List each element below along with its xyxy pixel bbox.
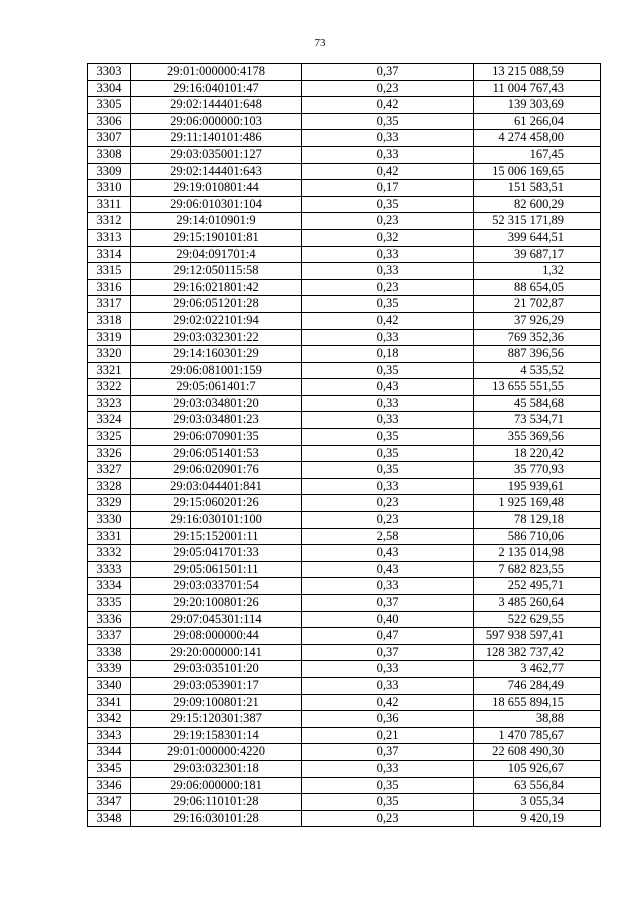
table-row (88, 777, 601, 794)
value-cell: 887 396,56 (474, 346, 601, 363)
table-row (88, 379, 601, 396)
page-number: 73 (314, 37, 326, 49)
row-number-cell: 3321 (88, 362, 131, 379)
row-number-cell: 3346 (88, 777, 131, 794)
row-number-cell: 3337 (88, 628, 131, 645)
row-number-cell: 3312 (88, 213, 131, 230)
cadastral-number-cell: 29:03:034801:20 (131, 395, 302, 412)
value-cell: 3 462,77 (474, 661, 601, 678)
table-row (88, 213, 601, 230)
cadastral-number-cell: 29:15:060201:26 (131, 495, 302, 512)
table-row (88, 810, 601, 827)
coefficient-cell: 0,35 (302, 362, 474, 379)
value-cell: 4 274 458,00 (474, 130, 601, 147)
row-number-cell: 3323 (88, 395, 131, 412)
value-cell: 52 315 171,89 (474, 213, 601, 230)
table-row (88, 312, 601, 329)
table-row (88, 478, 601, 495)
row-number-cell: 3345 (88, 760, 131, 777)
cadastral-number-cell: 29:06:110101:28 (131, 794, 302, 811)
coefficient-cell: 0,23 (302, 279, 474, 296)
coefficient-cell: 0,32 (302, 229, 474, 246)
row-number-cell: 3324 (88, 412, 131, 429)
row-number-cell: 3332 (88, 545, 131, 562)
cadastral-number-cell: 29:15:152001:11 (131, 528, 302, 545)
coefficient-cell: 0,35 (302, 462, 474, 479)
table-row (88, 163, 601, 180)
coefficient-cell: 0,33 (302, 478, 474, 495)
cadastral-number-cell: 29:03:035101:20 (131, 661, 302, 678)
cadastral-number-cell: 29:14:160301:29 (131, 346, 302, 363)
row-number-cell: 3307 (88, 130, 131, 147)
value-cell: 3 485 260,64 (474, 595, 601, 612)
coefficient-cell: 0,42 (302, 163, 474, 180)
row-number-cell: 3347 (88, 794, 131, 811)
table-row (88, 628, 601, 645)
row-number-cell: 3309 (88, 163, 131, 180)
coefficient-cell: 0,42 (302, 312, 474, 329)
cadastral-number-cell: 29:06:051201:28 (131, 296, 302, 313)
coefficient-cell: 0,35 (302, 777, 474, 794)
cadastral-number-cell: 29:11:140101:486 (131, 130, 302, 147)
coefficient-cell: 0,40 (302, 611, 474, 628)
value-cell: 167,45 (474, 146, 601, 163)
cadastral-number-cell: 29:16:030101:100 (131, 512, 302, 529)
coefficient-cell: 0,21 (302, 727, 474, 744)
value-cell: 88 654,05 (474, 279, 601, 296)
value-cell: 355 369,56 (474, 429, 601, 446)
value-cell: 61 266,04 (474, 113, 601, 130)
value-cell: 78 129,18 (474, 512, 601, 529)
coefficient-cell: 0,23 (302, 512, 474, 529)
value-cell: 3 055,34 (474, 794, 601, 811)
table-row (88, 429, 601, 446)
cadastral-number-cell: 29:12:050115:58 (131, 263, 302, 280)
coefficient-cell: 0,23 (302, 810, 474, 827)
value-cell: 73 534,71 (474, 412, 601, 429)
cadastral-number-cell: 29:15:120301:387 (131, 711, 302, 728)
cadastral-number-cell: 29:06:070901:35 (131, 429, 302, 446)
row-number-cell: 3334 (88, 578, 131, 595)
value-cell: 1,32 (474, 263, 601, 280)
cadastral-number-cell: 29:14:010901:9 (131, 213, 302, 230)
table-row (88, 80, 601, 97)
value-cell: 522 629,55 (474, 611, 601, 628)
row-number-cell: 3327 (88, 462, 131, 479)
cadastral-number-cell: 29:16:030101:28 (131, 810, 302, 827)
row-number-cell: 3342 (88, 711, 131, 728)
coefficient-cell: 0,37 (302, 744, 474, 761)
coefficient-cell: 0,35 (302, 196, 474, 213)
table-row (88, 64, 601, 81)
row-number-cell: 3338 (88, 644, 131, 661)
coefficient-cell: 0,47 (302, 628, 474, 645)
cadastral-number-cell: 29:19:010801:44 (131, 180, 302, 197)
row-number-cell: 3336 (88, 611, 131, 628)
value-cell: 11 004 767,43 (474, 80, 601, 97)
coefficient-cell: 2,58 (302, 528, 474, 545)
value-cell: 38,88 (474, 711, 601, 728)
row-number-cell: 3333 (88, 561, 131, 578)
table-row (88, 146, 601, 163)
cadastral-number-cell: 29:05:061401:7 (131, 379, 302, 396)
table-row (88, 462, 601, 479)
table-row (88, 595, 601, 612)
row-number-cell: 3305 (88, 97, 131, 114)
cadastral-number-cell: 29:05:041701:33 (131, 545, 302, 562)
coefficient-cell: 0,33 (302, 412, 474, 429)
value-cell: 586 710,06 (474, 528, 601, 545)
table-row (88, 611, 601, 628)
row-number-cell: 3317 (88, 296, 131, 313)
cadastral-number-cell: 29:03:033701:54 (131, 578, 302, 595)
cadastral-number-cell: 29:03:032301:22 (131, 329, 302, 346)
cadastral-number-cell: 29:19:158301:14 (131, 727, 302, 744)
cadastral-number-cell: 29:06:000000:181 (131, 777, 302, 794)
value-cell: 105 926,67 (474, 760, 601, 777)
table-row (88, 180, 601, 197)
coefficient-cell: 0,35 (302, 429, 474, 446)
table-row (88, 528, 601, 545)
coefficient-cell: 0,42 (302, 97, 474, 114)
table-row (88, 263, 601, 280)
table-row (88, 130, 601, 147)
value-cell: 63 556,84 (474, 777, 601, 794)
cadastral-number-cell: 29:05:061501:11 (131, 561, 302, 578)
row-number-cell: 3331 (88, 528, 131, 545)
cadastral-number-cell: 29:06:020901:76 (131, 462, 302, 479)
cadastral-number-cell: 29:03:034801:23 (131, 412, 302, 429)
row-number-cell: 3319 (88, 329, 131, 346)
value-cell: 35 770,93 (474, 462, 601, 479)
row-number-cell: 3318 (88, 312, 131, 329)
table-row (88, 677, 601, 694)
cadastral-number-cell: 29:06:000000:103 (131, 113, 302, 130)
cadastral-number-cell: 29:06:051401:53 (131, 445, 302, 462)
table-row (88, 644, 601, 661)
cadastral-number-cell: 29:08:000000:44 (131, 628, 302, 645)
value-cell: 128 382 737,42 (474, 644, 601, 661)
table-row (88, 794, 601, 811)
value-cell: 139 303,69 (474, 97, 601, 114)
row-number-cell: 3310 (88, 180, 131, 197)
value-cell: 18 220,42 (474, 445, 601, 462)
value-cell: 21 702,87 (474, 296, 601, 313)
row-number-cell: 3344 (88, 744, 131, 761)
row-number-cell: 3340 (88, 677, 131, 694)
coefficient-cell: 0,43 (302, 545, 474, 562)
cadastral-number-cell: 29:03:035001:127 (131, 146, 302, 163)
table-row (88, 113, 601, 130)
row-number-cell: 3313 (88, 229, 131, 246)
value-cell: 37 926,29 (474, 312, 601, 329)
value-cell: 22 608 490,30 (474, 744, 601, 761)
coefficient-cell: 0,35 (302, 794, 474, 811)
value-cell: 195 939,61 (474, 478, 601, 495)
cadastral-number-cell: 29:02:022101:94 (131, 312, 302, 329)
coefficient-cell: 0,33 (302, 661, 474, 678)
value-cell: 39 687,17 (474, 246, 601, 263)
cadastral-number-cell: 29:15:190101:81 (131, 229, 302, 246)
table-row (88, 395, 601, 412)
table-row (88, 229, 601, 246)
coefficient-cell: 0,33 (302, 246, 474, 263)
value-cell: 746 284,49 (474, 677, 601, 694)
row-number-cell: 3314 (88, 246, 131, 263)
row-number-cell: 3326 (88, 445, 131, 462)
coefficient-cell: 0,33 (302, 578, 474, 595)
table-row (88, 196, 601, 213)
value-cell: 82 600,29 (474, 196, 601, 213)
row-number-cell: 3339 (88, 661, 131, 678)
table-row (88, 578, 601, 595)
row-number-cell: 3343 (88, 727, 131, 744)
cadastral-number-cell: 29:06:081001:159 (131, 362, 302, 379)
coefficient-cell: 0,17 (302, 180, 474, 197)
value-cell: 769 352,36 (474, 329, 601, 346)
coefficient-cell: 0,43 (302, 561, 474, 578)
coefficient-cell: 0,18 (302, 346, 474, 363)
value-cell: 2 135 014,98 (474, 545, 601, 562)
coefficient-cell: 0,23 (302, 213, 474, 230)
value-cell: 1 470 785,67 (474, 727, 601, 744)
coefficient-cell: 0,33 (302, 329, 474, 346)
coefficient-cell: 0,37 (302, 595, 474, 612)
table-row (88, 362, 601, 379)
value-cell: 45 584,68 (474, 395, 601, 412)
cadastral-number-cell: 29:07:045301:114 (131, 611, 302, 628)
cadastral-number-cell: 29:03:044401:841 (131, 478, 302, 495)
table-row (88, 412, 601, 429)
table-row (88, 246, 601, 263)
coefficient-cell: 0,23 (302, 495, 474, 512)
value-cell: 151 583,51 (474, 180, 601, 197)
table-row (88, 661, 601, 678)
table-row (88, 512, 601, 529)
coefficient-cell: 0,43 (302, 379, 474, 396)
data-table (87, 63, 601, 827)
coefficient-cell: 0,36 (302, 711, 474, 728)
coefficient-cell: 0,33 (302, 760, 474, 777)
row-number-cell: 3320 (88, 346, 131, 363)
row-number-cell: 3335 (88, 595, 131, 612)
coefficient-cell: 0,33 (302, 263, 474, 280)
cadastral-number-cell: 29:06:010301:104 (131, 196, 302, 213)
row-number-cell: 3308 (88, 146, 131, 163)
cadastral-number-cell: 29:20:000000:141 (131, 644, 302, 661)
table-row (88, 744, 601, 761)
cadastral-number-cell: 29:01:000000:4178 (131, 64, 302, 81)
coefficient-cell: 0,37 (302, 644, 474, 661)
row-number-cell: 3329 (88, 495, 131, 512)
row-number-cell: 3322 (88, 379, 131, 396)
table-row (88, 561, 601, 578)
coefficient-cell: 0,37 (302, 64, 474, 81)
row-number-cell: 3348 (88, 810, 131, 827)
coefficient-cell: 0,33 (302, 677, 474, 694)
coefficient-cell: 0,42 (302, 694, 474, 711)
value-cell: 597 938 597,41 (474, 628, 601, 645)
coefficient-cell: 0,35 (302, 445, 474, 462)
table-row (88, 97, 601, 114)
value-cell: 9 420,19 (474, 810, 601, 827)
table-row (88, 445, 601, 462)
table-row (88, 545, 601, 562)
row-number-cell: 3328 (88, 478, 131, 495)
table-row (88, 495, 601, 512)
value-cell: 15 006 169,65 (474, 163, 601, 180)
coefficient-cell: 0,33 (302, 130, 474, 147)
value-cell: 13 215 088,59 (474, 64, 601, 81)
coefficient-cell: 0,35 (302, 296, 474, 313)
row-number-cell: 3303 (88, 64, 131, 81)
row-number-cell: 3330 (88, 512, 131, 529)
cadastral-number-cell: 29:02:144401:643 (131, 163, 302, 180)
cadastral-number-cell: 29:03:032301:18 (131, 760, 302, 777)
value-cell: 7 682 823,55 (474, 561, 601, 578)
coefficient-cell: 0,33 (302, 395, 474, 412)
value-cell: 4 535,52 (474, 362, 601, 379)
value-cell: 18 655 894,15 (474, 694, 601, 711)
value-cell: 399 644,51 (474, 229, 601, 246)
cadastral-number-cell: 29:20:100801:26 (131, 595, 302, 612)
row-number-cell: 3341 (88, 694, 131, 711)
table-row (88, 296, 601, 313)
table-row (88, 727, 601, 744)
table-row (88, 346, 601, 363)
table-row (88, 711, 601, 728)
table-row (88, 329, 601, 346)
value-cell: 252 495,71 (474, 578, 601, 595)
table-row (88, 279, 601, 296)
cadastral-number-cell: 29:16:021801:42 (131, 279, 302, 296)
cadastral-number-cell: 29:03:053901:17 (131, 677, 302, 694)
cadastral-number-cell: 29:16:040101:47 (131, 80, 302, 97)
cadastral-number-cell: 29:01:000000:4220 (131, 744, 302, 761)
cadastral-number-cell: 29:09:100801:21 (131, 694, 302, 711)
table-body (88, 64, 601, 827)
row-number-cell: 3304 (88, 80, 131, 97)
row-number-cell: 3325 (88, 429, 131, 446)
table-row (88, 694, 601, 711)
coefficient-cell: 0,23 (302, 80, 474, 97)
coefficient-cell: 0,35 (302, 113, 474, 130)
cadastral-number-cell: 29:04:091701:4 (131, 246, 302, 263)
value-cell: 1 925 169,48 (474, 495, 601, 512)
value-cell: 13 655 551,55 (474, 379, 601, 396)
row-number-cell: 3311 (88, 196, 131, 213)
cadastral-number-cell: 29:02:144401:648 (131, 97, 302, 114)
row-number-cell: 3306 (88, 113, 131, 130)
table-row (88, 760, 601, 777)
row-number-cell: 3315 (88, 263, 131, 280)
coefficient-cell: 0,33 (302, 146, 474, 163)
row-number-cell: 3316 (88, 279, 131, 296)
